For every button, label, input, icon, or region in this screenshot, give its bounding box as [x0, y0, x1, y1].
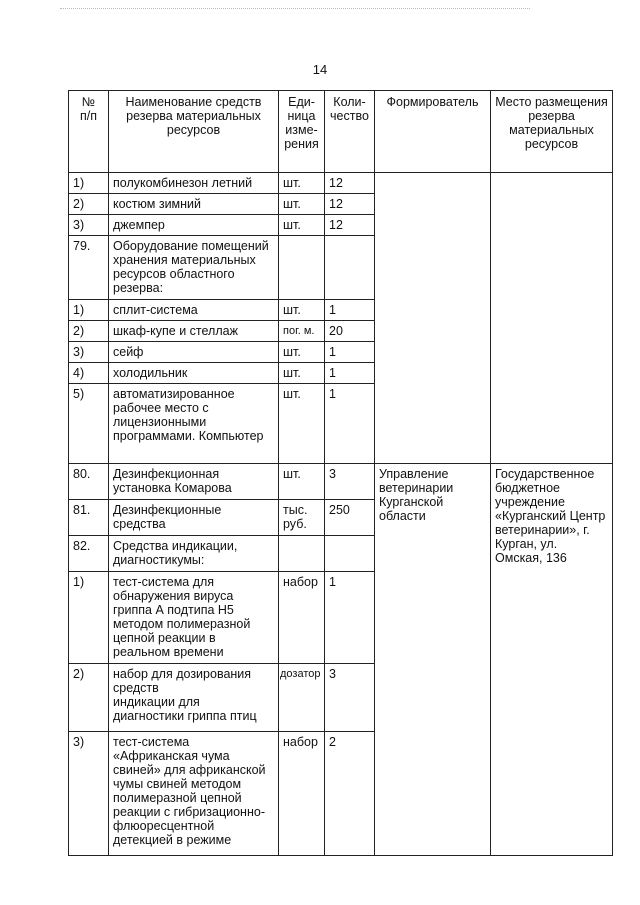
location-cell: Государственное бюджетное учреждение «Курганский Центр ветеринарии», г. Курган, ул. Омская, 136 — [491, 464, 613, 856]
row-num: 3) — [69, 215, 109, 236]
row-qty — [325, 236, 375, 300]
row-qty: 3 — [325, 464, 375, 500]
row-num: 1) — [69, 300, 109, 321]
location-empty-cell — [491, 173, 613, 464]
row-unit — [279, 236, 325, 300]
row-num: 79. — [69, 236, 109, 300]
row-name: шкаф-купе и стеллаж — [109, 321, 279, 342]
row-qty: 250 — [325, 500, 375, 536]
header-unit: Еди-ница изме-рения — [279, 91, 325, 173]
row-num: 3) — [69, 732, 109, 856]
row-num: 1) — [69, 572, 109, 664]
row-num: 82. — [69, 536, 109, 572]
row-qty — [325, 536, 375, 572]
row-name: холодильник — [109, 363, 279, 384]
row-name: тест-система для обнаружения вируса гриппа А подтипа Н5 методом полимеразной цепной реакции в реальном времени — [109, 572, 279, 664]
row-name: Средства индикации, диагностикумы: — [109, 536, 279, 572]
former-empty-cell — [375, 173, 491, 464]
row-unit: набор — [279, 732, 325, 856]
row-unit: набор — [279, 572, 325, 664]
row-unit: шт. — [279, 173, 325, 194]
row-qty: 12 — [325, 194, 375, 215]
row-name: Дезинфекционная установка Комарова — [109, 464, 279, 500]
row-name: джемпер — [109, 215, 279, 236]
row-unit: шт. — [279, 342, 325, 363]
scan-artifact-line — [60, 8, 530, 10]
row-qty: 1 — [325, 384, 375, 464]
row-unit: шт. — [279, 194, 325, 215]
row-num: 80. — [69, 464, 109, 500]
row-num: 2) — [69, 321, 109, 342]
row-name: набор для дозирования средств индикации для диагностики гриппа птиц — [109, 664, 279, 732]
row-qty: 1 — [325, 572, 375, 664]
row-name: тест-система «Африканская чума свиней» для африканской чумы свиней методом полимеразной цепной реакции с гибризационно-флюоресцентной детекцией в режиме — [109, 732, 279, 856]
resource-table — [68, 90, 613, 856]
header-num: № п/п — [69, 91, 109, 173]
row-num: 81. — [69, 500, 109, 536]
row-unit: дозатор — [279, 664, 325, 732]
former-cell: Управление ветеринарии Курганской области — [375, 464, 491, 856]
page-number: 14 — [312, 62, 328, 77]
row-unit: шт. — [279, 215, 325, 236]
row-num: 2) — [69, 194, 109, 215]
header-name: Наименование средств резерва материальных ресурсов — [109, 91, 279, 173]
row-name: сейф — [109, 342, 279, 363]
row-unit: шт. — [279, 464, 325, 500]
row-name: костюм зимний — [109, 194, 279, 215]
row-unit: тыс. руб. — [279, 500, 325, 536]
table-header-row — [69, 91, 613, 173]
row-name: Дезинфекционные средства — [109, 500, 279, 536]
row-num: 3) — [69, 342, 109, 363]
row-name: полукомбинезон летний — [109, 173, 279, 194]
row-unit: шт. — [279, 363, 325, 384]
row-unit: пог. м. — [279, 321, 325, 342]
header-location: Место размещения резерва материальных ресурсов — [491, 91, 613, 173]
row-qty: 1 — [325, 363, 375, 384]
row-unit — [279, 536, 325, 572]
table-row — [69, 464, 613, 500]
row-num: 1) — [69, 173, 109, 194]
header-former: Формирователь — [375, 91, 491, 173]
row-qty: 2 — [325, 732, 375, 856]
row-name: Оборудование помещений хранения материальных ресурсов областного резерва: — [109, 236, 279, 300]
row-num: 2) — [69, 664, 109, 732]
row-num: 4) — [69, 363, 109, 384]
row-qty: 3 — [325, 664, 375, 732]
row-qty: 1 — [325, 342, 375, 363]
row-qty: 12 — [325, 173, 375, 194]
header-qty: Коли-чество — [325, 91, 375, 173]
row-num: 5) — [69, 384, 109, 464]
table-row — [69, 173, 613, 194]
row-qty: 12 — [325, 215, 375, 236]
row-unit: шт. — [279, 300, 325, 321]
row-name: автоматизированное рабочее место с лицензионными программами. Компьютер — [109, 384, 279, 464]
row-qty: 20 — [325, 321, 375, 342]
row-name: сплит-система — [109, 300, 279, 321]
row-qty: 1 — [325, 300, 375, 321]
row-unit: шт. — [279, 384, 325, 464]
